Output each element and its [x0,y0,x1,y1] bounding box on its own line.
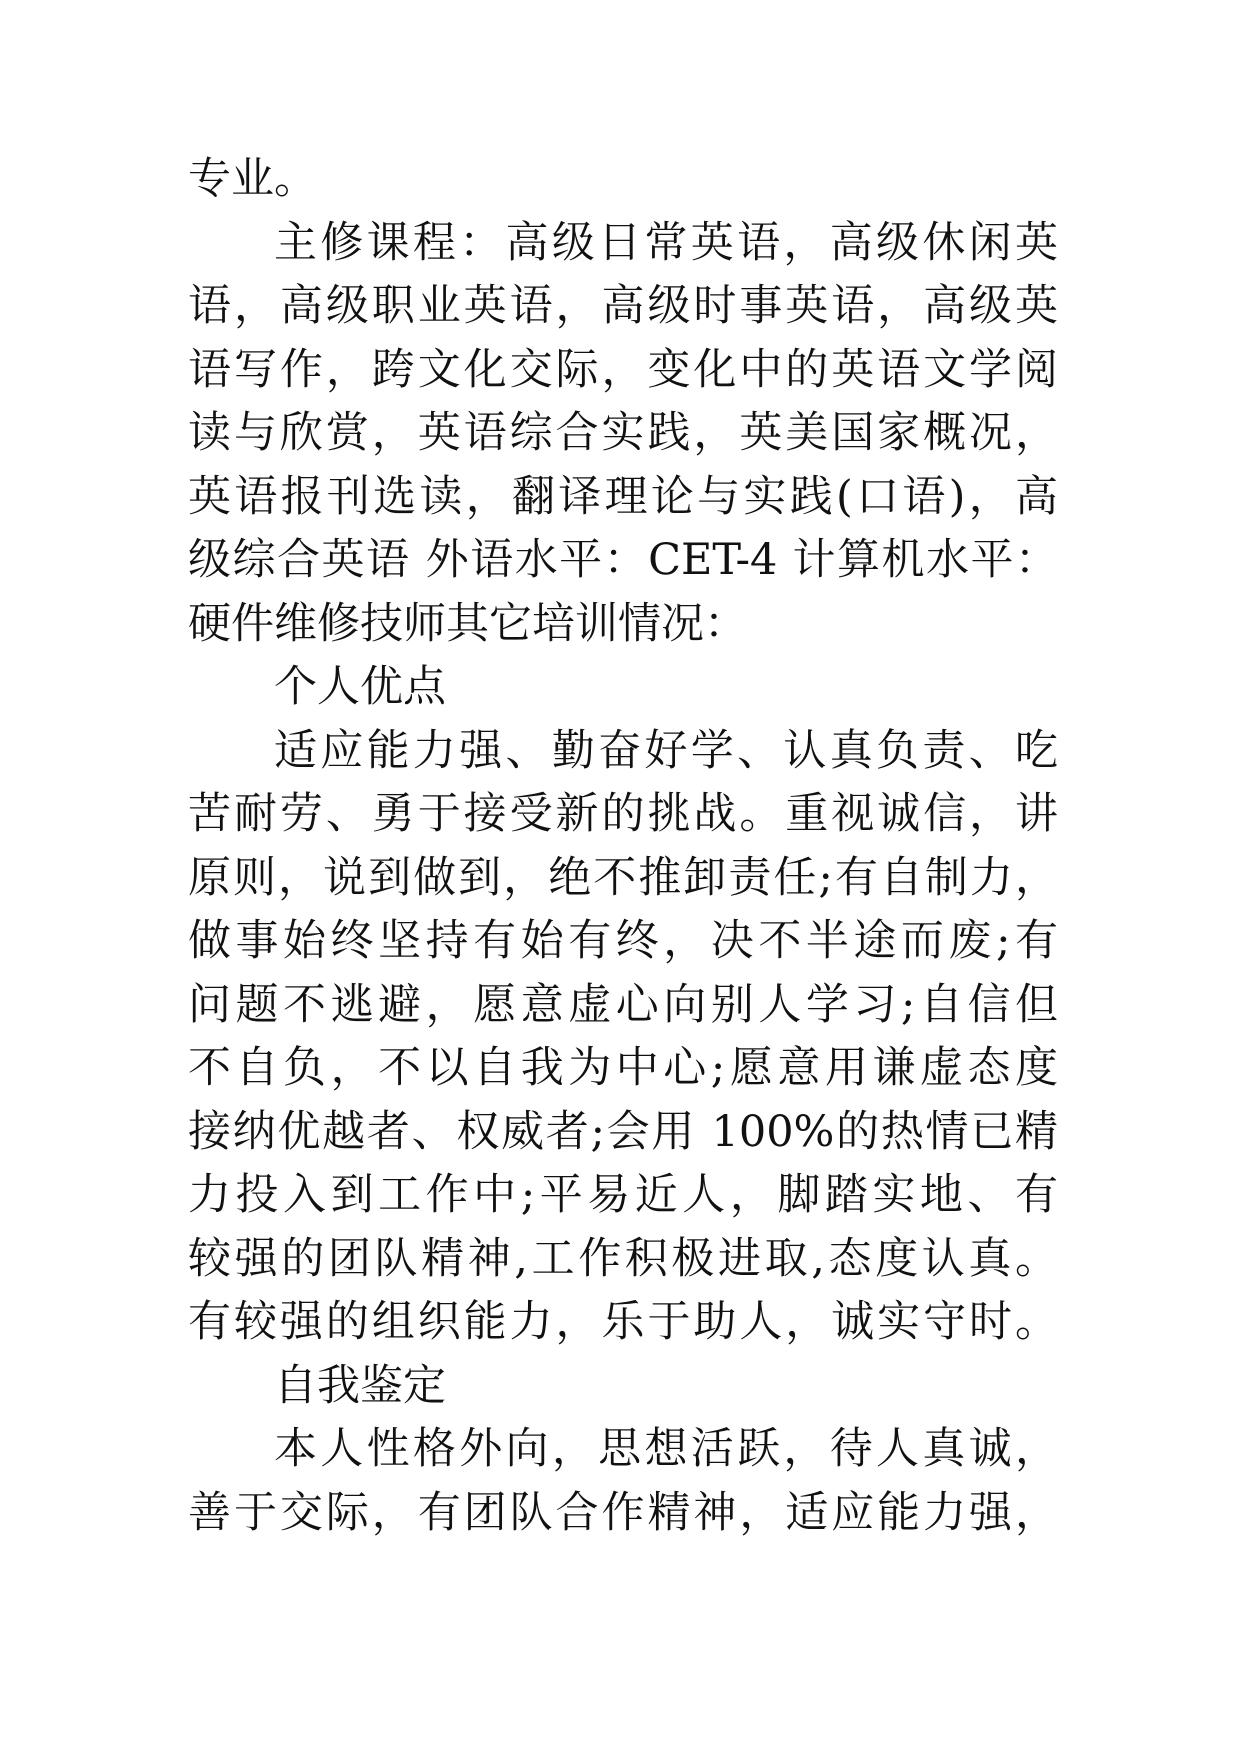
text-line: 原则，说到做到，绝不推卸责任;有自制力， [188,852,1058,903]
text-line: 硬件维修技师其它培训情况： [188,598,747,649]
text-line: 主修课程：高级日常英语，高级休闲英 [274,217,1058,268]
text-line: 较强的团队精神,工作积极进取,态度认真。 [188,1233,1058,1284]
text-line: 专业。 [188,154,317,204]
text-line: 语，高级职业英语，高级时事英语，高级英 [188,281,1058,331]
section-heading: 自我鉴定 [274,1360,446,1411]
text-line: 读与欣赏，英语综合实践，英美国家概况， [188,408,1058,458]
section-heading: 个人优点 [274,662,446,712]
document-page [188,148,1058,1545]
text-line: 接纳优越者、权威者;会用 100%的热情已精 [188,1106,1058,1157]
text-line: 英语报刊选读，翻译理论与实践(口语)，高 [188,471,1058,522]
text-line: 有较强的组织能力，乐于助人，诚实守时。 [188,1297,1058,1347]
text-line: 本人性格外向，思想活跃，待人真诚， [274,1424,1058,1474]
text-line: 苦耐劳、勇于接受新的挑战。重视诚信，讲 [188,789,1058,839]
text-line: 级综合英语 外语水平：CET-4 计算机水平： [188,535,1058,585]
text-line: 语写作，跨文化交际，变化中的英语文学阅 [188,344,1058,395]
text-line: 做事始终坚持有始有终，决不半途而废;有 [188,916,1058,966]
text-line: 力投入到工作中;平易近人，脚踏实地、有 [188,1170,1058,1220]
text-line: 问题不逃避，愿意虚心向别人学习;自信但 [188,979,1058,1030]
text-line: 善于交际，有团队合作精神，适应能力强， [188,1487,1058,1538]
text-line: 适应能力强、勤奋好学、认真负责、吃 [274,725,1058,776]
text-line: 不自负，不以自我为中心;愿意用谦虚态度 [188,1043,1058,1093]
